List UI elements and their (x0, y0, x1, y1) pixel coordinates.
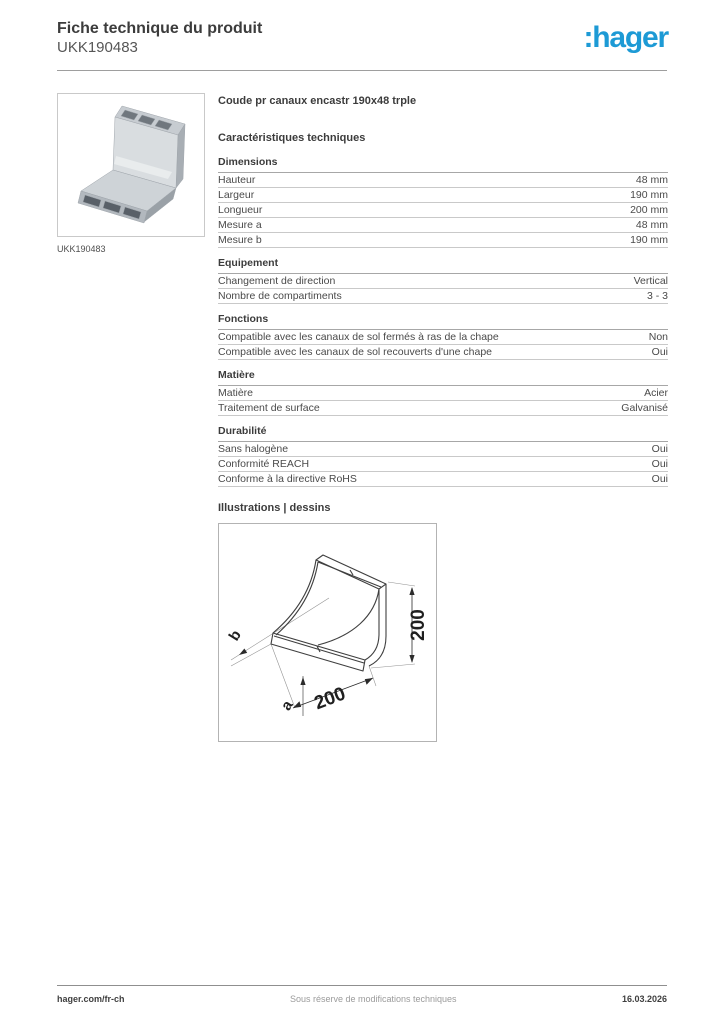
spec-row (218, 233, 668, 248)
spec-section-heading: Durabilité (218, 425, 668, 442)
spec-label: Compatible avec les canaux de sol recouverts d'une chape (218, 346, 492, 358)
spec-row (218, 274, 668, 289)
spec-row (218, 218, 668, 233)
product-title: Coude pr canaux encastr 190x48 trple (218, 95, 417, 107)
spec-row (218, 188, 668, 203)
spec-row (218, 173, 668, 188)
spec-section-heading: Dimensions (218, 156, 668, 173)
spec-label: Largeur (218, 189, 255, 201)
spec-row (218, 472, 668, 487)
product-image-caption: UKK190483 (57, 244, 106, 254)
spec-section (218, 156, 668, 248)
footer-website: hager.com/fr-ch (57, 994, 125, 1004)
spec-row (218, 203, 668, 218)
spec-section (218, 425, 668, 487)
hager-logo: :hager (583, 21, 668, 54)
spec-section (218, 369, 668, 416)
spec-label: Hauteur (218, 174, 256, 186)
spec-value: Galvanisé (621, 402, 668, 414)
drawing-dim-length: 200 (311, 683, 349, 715)
header-text-block (57, 19, 262, 57)
product-photo-svg (58, 94, 204, 236)
technical-drawing (218, 523, 437, 742)
page-footer (57, 994, 667, 1004)
drawing-label-a: a (277, 697, 297, 714)
spec-label: Conforme à la directive RoHS (218, 473, 357, 485)
footer-divider (57, 985, 667, 986)
spec-label: Nombre de compartiments (218, 290, 342, 302)
spec-label: Traitement de surface (218, 402, 320, 414)
spec-label: Changement de direction (218, 275, 336, 287)
spec-value: 190 mm (630, 234, 668, 246)
spec-column (218, 93, 668, 742)
spec-row (218, 386, 668, 401)
spec-section (218, 257, 668, 304)
footer-date: 16.03.2026 (621, 994, 667, 1004)
drawing-dim-height: 200 (408, 609, 429, 641)
spec-row (218, 289, 668, 304)
spec-value: Oui (651, 443, 668, 455)
spec-section-heading: Equipement (218, 257, 668, 274)
technical-drawing-svg (219, 524, 436, 741)
page-title: Fiche technique du produit (57, 20, 263, 37)
spec-label: Mesure b (218, 234, 262, 246)
spec-label: Sans halogène (218, 443, 289, 455)
spec-row (218, 442, 668, 457)
spec-row (218, 401, 668, 416)
spec-row (218, 345, 668, 360)
product-image-column (57, 93, 205, 254)
spec-value: 200 mm (630, 204, 668, 216)
spec-label: Longueur (218, 204, 263, 216)
spec-label: Compatible avec les canaux de sol fermés à ras de la chape (218, 331, 499, 343)
spec-value: 190 mm (630, 189, 668, 201)
spec-section-heading: Fonctions (218, 313, 668, 330)
spec-value: Vertical (633, 275, 668, 287)
spec-value: Oui (651, 458, 668, 470)
spec-label: Matière (218, 387, 254, 399)
page-header (57, 19, 668, 57)
spec-label: Conformité REACH (218, 458, 310, 470)
drawing-label-b: b (225, 627, 245, 645)
spec-value: Oui (651, 473, 668, 485)
footer-disclaimer: Sous réserve de modifications techniques (289, 994, 457, 1004)
spec-value: Oui (651, 346, 668, 358)
spec-value: 3 - 3 (646, 290, 668, 302)
header-divider (57, 70, 667, 71)
spec-row (218, 457, 668, 472)
spec-value: Acier (644, 387, 668, 399)
spec-value: 48 mm (635, 219, 668, 231)
spec-label: Mesure a (218, 219, 262, 231)
spec-value: 48 mm (635, 174, 668, 186)
spec-section (218, 313, 668, 360)
spec-value: Non (648, 331, 668, 343)
spec-sections (218, 156, 668, 487)
product-image (57, 93, 205, 237)
illustrations-heading: Illustrations | dessins (218, 502, 331, 514)
spec-row (218, 330, 668, 345)
product-reference: UKK190483 (57, 39, 138, 56)
tech-characteristics-heading: Caractéristiques techniques (218, 132, 366, 144)
spec-section-heading: Matière (218, 369, 668, 386)
